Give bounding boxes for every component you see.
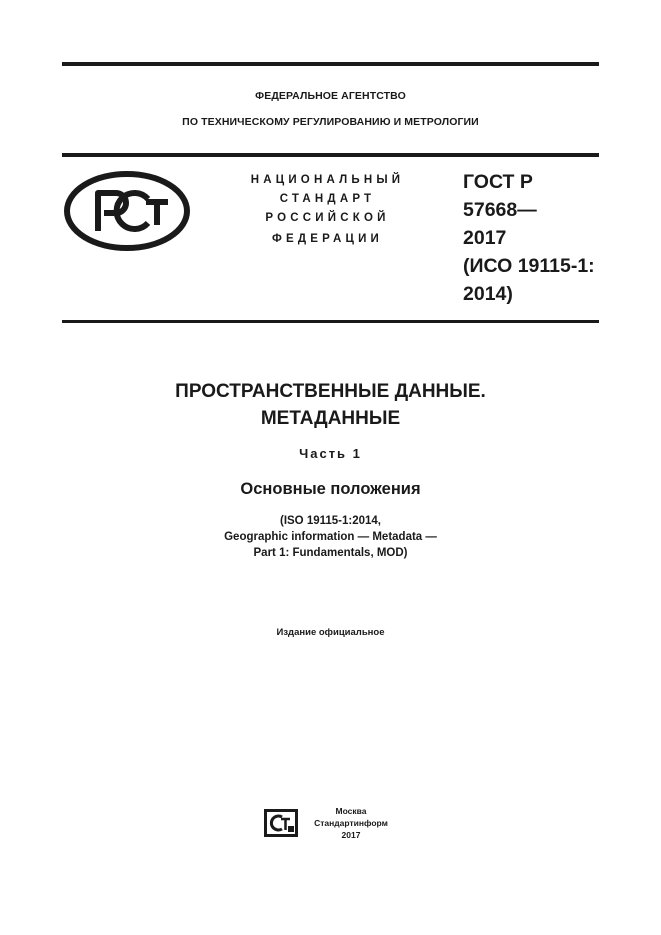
publisher-name: Стандартинформ [314, 818, 388, 828]
agency-line-2: ПО ТЕХНИЧЕСКОМУ РЕГУЛИРОВАНИЮ И МЕТРОЛОГИИ [182, 116, 479, 128]
designation-line-5: 2014) [463, 283, 513, 305]
edition-note: Издание официальное [276, 627, 385, 638]
part-number: Часть 1 [299, 446, 362, 461]
iso-reference-line-1: (ISO 19115-1:2014, [279, 515, 381, 527]
middle-rule [62, 153, 599, 157]
iso-reference-line-2: Geographic information — Metadata — [224, 531, 437, 543]
document-title-line-2: МЕТАДАННЫЕ [260, 408, 401, 429]
standard-type-line-3: РОССИЙСКОЙ [265, 212, 390, 224]
bottom-rule [62, 320, 599, 323]
standartinform-logo-icon [263, 808, 299, 838]
designation-line-3: 2017 [463, 227, 507, 249]
publisher-city: Москва [335, 806, 367, 816]
standard-type-line-1: НАЦИОНАЛЬНЫЙ [250, 174, 405, 186]
document-title-line-1: ПРОСТРАНСТВЕННЫЕ ДАННЫЕ. [175, 381, 486, 402]
agency-line-1: ФЕДЕРАЛЬНОЕ АГЕНТСТВО [255, 90, 406, 102]
designation-line-4: (ИСО 19115-1: [463, 255, 595, 277]
iso-reference-line-3: Part 1: Fundamentals, MOD) [253, 547, 408, 559]
standard-type-line-2: СТАНДАРТ [279, 193, 376, 205]
designation-line-2: 57668— [463, 199, 537, 221]
top-rule [62, 62, 599, 66]
document-subtitle: Основные положения [240, 480, 421, 498]
rst-certification-mark-icon [64, 171, 190, 251]
designation-line-1: ГОСТ Р [463, 171, 533, 193]
standard-type-line-4: ФЕДЕРАЦИИ [271, 233, 384, 245]
publication-year: 2017 [341, 830, 361, 840]
